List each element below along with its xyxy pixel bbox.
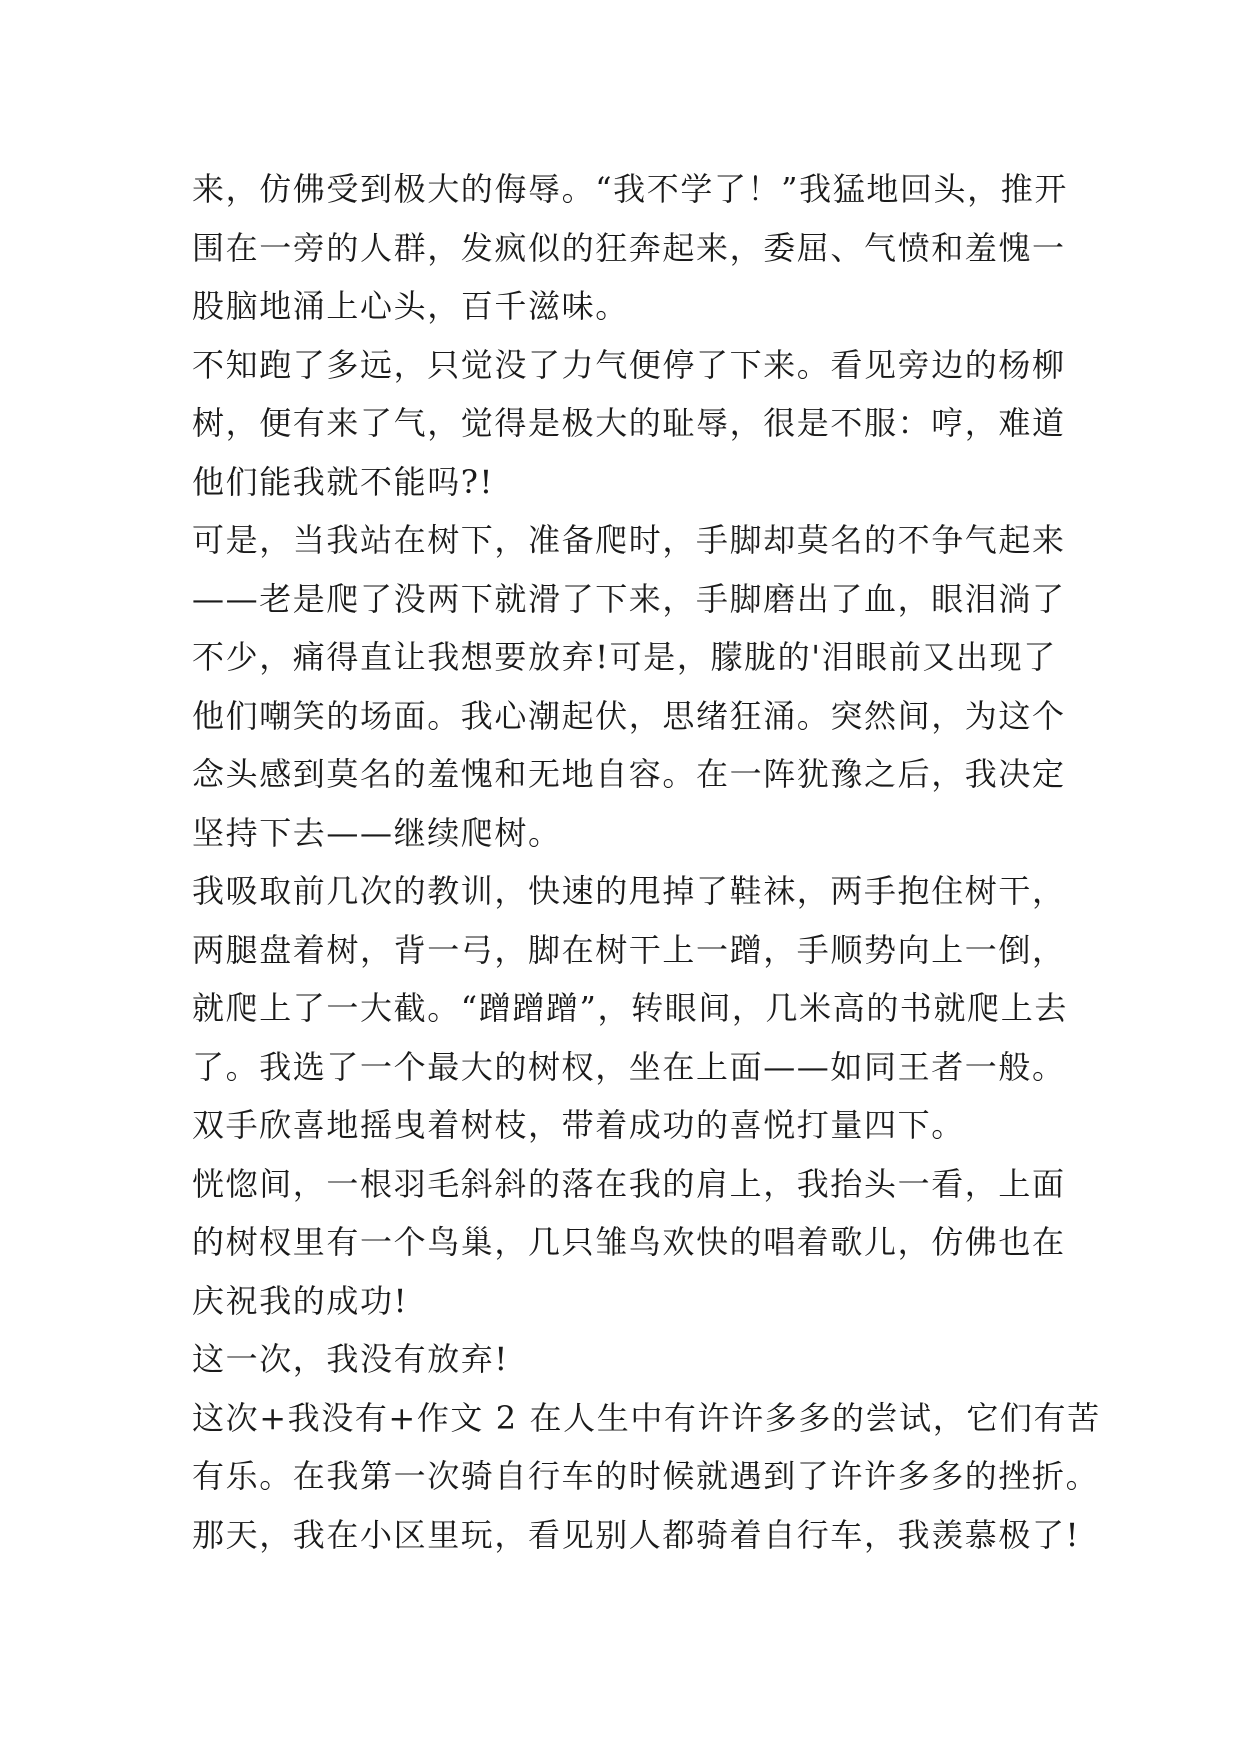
- text-line: 坚持下去——继续爬树。: [192, 813, 562, 852]
- text-line: 围在一旁的人群，发疯似的狂奔起来，委屈、气愤和羞愧一: [192, 228, 1066, 267]
- essay-body: [192, 160, 1101, 1564]
- text-line: 念头感到莫名的羞愧和无地自容。在一阵犹豫之后，我决定: [192, 755, 1066, 793]
- text-line: ——老是爬了没两下就滑了下来，手脚磨出了血，眼泪淌了: [192, 579, 1066, 618]
- text-line: 来，仿佛受到极大的侮辱。“我不学了！”我猛地回头，推开: [192, 170, 1068, 208]
- text-line: 有乐。在我第一次骑自行车的时候就遇到了许许多多的挫折。: [192, 1457, 1100, 1495]
- text-line: 我吸取前几次的教训，快速的甩掉了鞋袜，两手抱住树干，: [192, 872, 1066, 910]
- text-line: 了。我选了一个最大的树杈，坐在上面——如同王者一般。: [192, 1047, 1066, 1086]
- text-line: 不知跑了多远，只觉没了力气便停了下来。看见旁边的杨柳: [192, 345, 1066, 384]
- text-line: 可是，当我站在树下，准备爬时，手脚却莫名的不争气起来: [192, 521, 1066, 559]
- text-line: 他们能我就不能吗?!: [192, 462, 495, 501]
- text-line: 树，便有来了气，觉得是极大的耻辱，很是不服：哼，难道: [192, 404, 1066, 442]
- text-line: 这一次，我没有放弃!: [192, 1340, 509, 1378]
- text-line: 这次+我没有+作文 2 在人生中有许许多多的尝试，它们有苦: [192, 1398, 1101, 1437]
- text-line: 股脑地涌上心头，百千滋味。: [192, 287, 629, 325]
- text-line: 他们嘲笑的场面。我心潮起伏，思绪狂涌。突然间，为这个: [192, 696, 1066, 735]
- text-line: 庆祝我的成功!: [192, 1281, 409, 1320]
- text-line: 两腿盘着树，背一弓，脚在树干上一蹭，手顺势向上一倒，: [192, 930, 1066, 969]
- text-line: 恍惚间，一根羽毛斜斜的落在我的肩上，我抬头一看，上面: [192, 1164, 1066, 1203]
- text-line: 就爬上了一大截。“蹭蹭蹭”，转眼间，几米高的书就爬上去: [192, 989, 1068, 1027]
- text-line: 那天，我在小区里玩，看见别人都骑着自行车，我羡慕极了!: [192, 1515, 1081, 1554]
- text-line: 双手欣喜地摇曳着树枝，带着成功的喜悦打量四下。: [192, 1106, 965, 1144]
- text-line: 不少，痛得直让我想要放弃!可是，朦胧的'泪眼前又出现了: [192, 638, 1057, 676]
- text-line: 的树杈里有一个鸟巢，几只雏鸟欢快的唱着歌儿，仿佛也在: [192, 1223, 1066, 1261]
